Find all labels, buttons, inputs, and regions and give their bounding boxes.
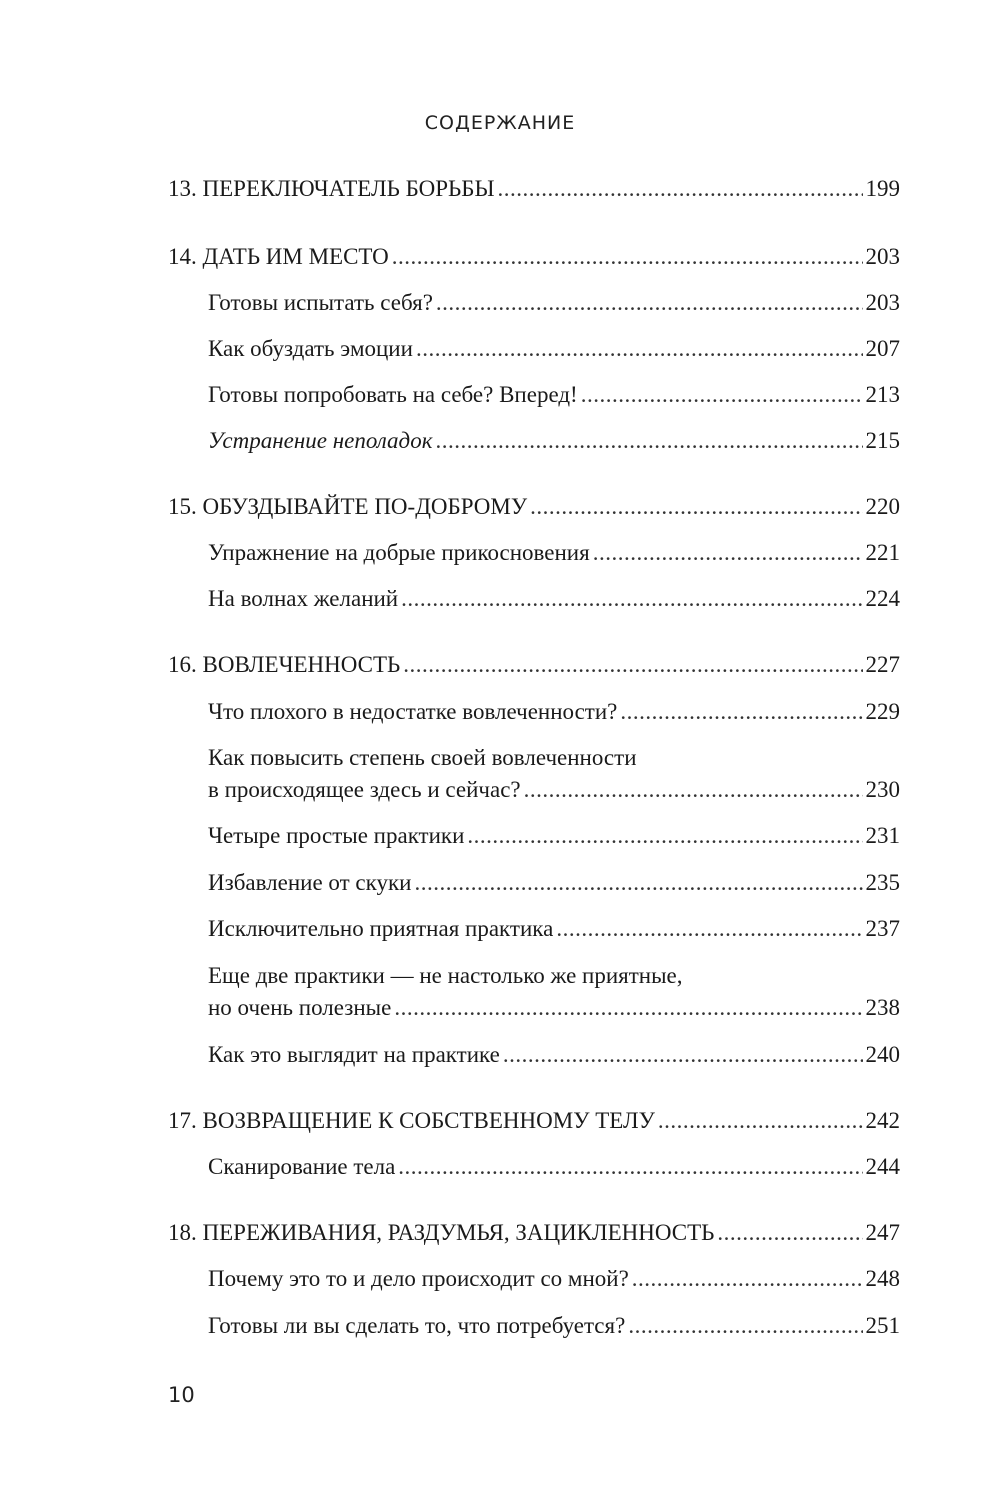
toc-subentry[interactable] [208, 1040, 900, 1070]
toc-entry-page: 229 [865, 699, 900, 724]
toc-entry-title: 13. ПЕРЕКЛЮЧАТЕЛЬ БОРЬБЫ [168, 176, 495, 201]
dot-leader [394, 993, 862, 1023]
dot-leader [467, 821, 862, 851]
toc-entry-page: 251 [865, 1313, 900, 1338]
toc-chapter-14[interactable] [168, 242, 900, 272]
toc-entry-title: 16. ВОВЛЕЧЕННОСТЬ [168, 652, 401, 677]
toc-entry-page: 224 [865, 586, 900, 611]
dot-leader [717, 1218, 862, 1248]
dot-leader [403, 650, 862, 680]
toc-entry-page: 238 [865, 995, 900, 1020]
dot-leader [435, 426, 862, 456]
toc-subentry-first-line: Как повысить степень своей вовлеченности [208, 745, 637, 770]
dot-leader [620, 697, 862, 727]
toc-subentry[interactable] [208, 697, 900, 727]
dot-leader [524, 775, 863, 805]
dot-leader [436, 288, 863, 318]
toc-subentry[interactable] [208, 584, 900, 614]
toc-entry-page: 247 [865, 1220, 900, 1245]
toc-subentry-first-line: Еще две практики — не настолько же приятные, [208, 963, 683, 988]
dot-leader [401, 584, 862, 614]
toc-subentry[interactable] [208, 1152, 900, 1182]
toc-subentry[interactable] [208, 993, 900, 1023]
toc-subentry[interactable] [208, 538, 900, 568]
toc-subentry[interactable] [208, 426, 900, 456]
toc-entry-page: 215 [865, 428, 900, 453]
toc-subentry[interactable] [208, 821, 900, 851]
toc-entry-page: 240 [865, 1042, 900, 1067]
toc-chapter-18[interactable] [168, 1218, 900, 1248]
toc-entry-title: Как это выглядит на практике [208, 1042, 500, 1067]
toc-entry-title: 17. ВОЗВРАЩЕНИЕ К СОБСТВЕННОМУ ТЕЛУ [168, 1108, 655, 1133]
toc-entry-title: Упражнение на добрые прикосновения [208, 540, 590, 565]
toc-subentry[interactable] [208, 380, 900, 410]
dot-leader [593, 538, 863, 568]
toc-entry-title: Почему это то и дело происходит со мной? [208, 1266, 629, 1291]
dot-leader [658, 1106, 863, 1136]
toc-subentry[interactable] [208, 288, 900, 318]
dot-leader [414, 868, 862, 898]
toc-entry-page: 207 [865, 336, 900, 361]
toc-entry-page: 199 [865, 176, 900, 201]
toc-entry-page: 235 [865, 870, 900, 895]
toc-entry-title: 15. ОБУЗДЫВАЙТЕ ПО-ДОБРОМУ [168, 494, 528, 519]
toc-entry-page: 242 [865, 1108, 900, 1133]
toc-subentry[interactable] [208, 914, 900, 944]
dot-leader [581, 380, 863, 410]
dot-leader [498, 174, 863, 204]
toc-entry-page: 231 [865, 823, 900, 848]
toc-entry-page: 237 [865, 916, 900, 941]
toc-chapter-17[interactable] [168, 1106, 900, 1136]
toc-entry-title: 18. ПЕРЕЖИВАНИЯ, РАЗДУМЬЯ, ЗАЦИКЛЕННОСТЬ [168, 1220, 715, 1245]
toc-subentry[interactable] [208, 334, 900, 364]
toc-entry-title: но очень полезные [208, 995, 392, 1020]
dot-leader [392, 242, 863, 272]
toc-entry-page: 227 [865, 652, 900, 677]
toc-entry-page: 213 [865, 382, 900, 407]
running-head: СОДЕРЖАНИЕ [424, 112, 576, 134]
dot-leader [556, 914, 862, 944]
toc-entry-title: Сканирование тела [208, 1154, 396, 1179]
toc-chapter-15[interactable] [168, 492, 900, 522]
toc-entry-title: Четыре простые практики [208, 823, 465, 848]
toc-entry-title: На волнах желаний [208, 586, 399, 611]
dot-leader [416, 334, 863, 364]
toc-subentry[interactable] [208, 1264, 900, 1294]
toc-entry-title: Что плохого в недостатке вовлеченности? [208, 699, 618, 724]
toc-chapter-13[interactable] [168, 174, 900, 204]
dot-leader [632, 1264, 863, 1294]
toc-entry-title: Избавление от скуки [208, 870, 412, 895]
toc-entry-title: Готовы попробовать на себе? Вперед! [208, 382, 578, 407]
page-number: 10 [168, 1383, 195, 1407]
toc-entry-page: 221 [865, 540, 900, 565]
toc-entry-page: 244 [865, 1154, 900, 1179]
toc-subentry[interactable] [208, 868, 900, 898]
toc-chapter-16[interactable] [168, 650, 900, 680]
toc-subentry[interactable] [208, 775, 900, 805]
toc-entry-page: 220 [865, 494, 900, 519]
toc-entry-page: 203 [865, 244, 900, 269]
toc-entry-title: Устранение неполадок [208, 428, 433, 453]
toc-subentry[interactable] [208, 1311, 900, 1341]
dot-leader [503, 1040, 863, 1070]
toc-entry-page: 248 [865, 1266, 900, 1291]
toc-entry-title: Готовы испытать себя? [208, 290, 433, 315]
dot-leader [530, 492, 862, 522]
toc-entry-title: в происходящее здесь и сейчас? [208, 777, 521, 802]
dot-leader [398, 1152, 862, 1182]
toc-entry-page: 230 [865, 777, 900, 802]
toc-entry-title: Исключительно приятная практика [208, 916, 554, 941]
toc-entry-title: 14. ДАТЬ ИМ МЕСТО [168, 244, 389, 269]
toc-entry-title: Готовы ли вы сделать то, что потребуется? [208, 1313, 626, 1338]
dot-leader [628, 1311, 862, 1341]
toc-entry-page: 203 [865, 290, 900, 315]
toc-entry-title: Как обуздать эмоции [208, 336, 413, 361]
